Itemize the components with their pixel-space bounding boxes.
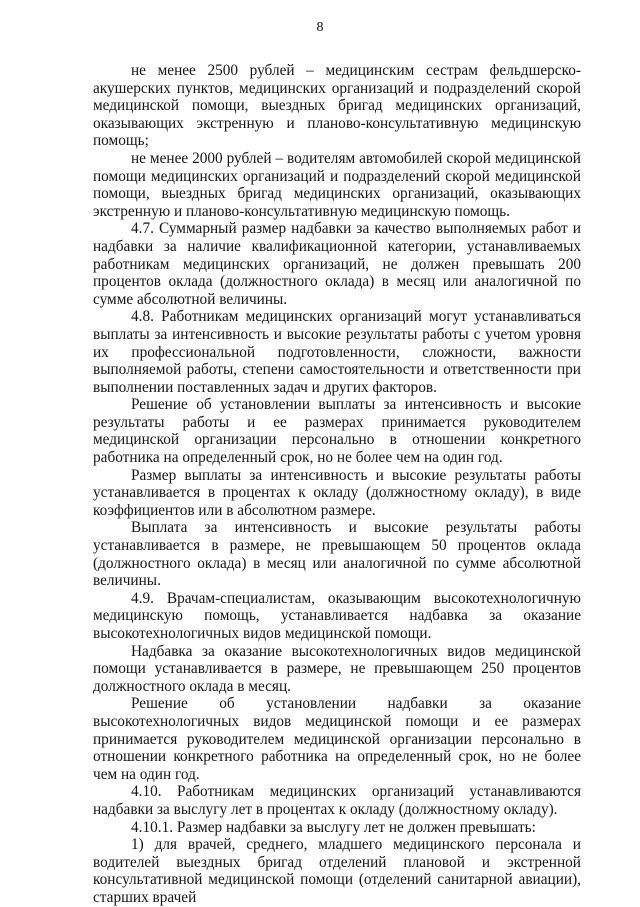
page-number: 8 — [316, 20, 324, 35]
paragraph: не менее 2500 рублей – медицинским сестрам фельдшерско-акушерских пунктов, медицинских организаций и подразделений скорой медицинской помощи, выездных бригад медицинских организаций, оказывающих экстренную и планово-консультативную медицинскую помощь; — [93, 62, 581, 150]
document-body — [93, 62, 581, 907]
paragraph: Размер выплаты за интенсивность и высокие результаты работы устанавливается в процентах к окладу (должностному окладу), в виде коэффициентов или в абсолютном размере. — [93, 466, 581, 519]
paragraph: не менее 2000 рублей – водителям автомобилей скорой медицинской помощи медицинских организаций и подразделений скорой медицинской помощи, выездных бригад медицинских организаций, оказывающих экстренную и планово-консультативную медицинскую помощь. — [93, 149, 581, 220]
paragraph: 4.8. Работникам медицинских организаций могут устанавливаться выплаты за интенсивность и высокие результаты работы с учетом уровня их профессиональной подготовленности, сложности, важности выполняемой работы, степени самостоятельности и ответственности при выполнении поставленных задач и других факторов. — [93, 308, 581, 396]
paragraph: 4.10.1. Размер надбавки за выслугу лет не должен превышать: — [131, 818, 536, 836]
paragraph: 4.9. Врачам-специалистам, оказывающим высокотехнологичную медицинскую помощь, устанавливается надбавка за оказание высокотехнологичных видов медицинской помощи. — [93, 589, 581, 642]
paragraph: 4.7. Суммарный размер надбавки за качество выполняемых работ и надбавки за наличие квалификационной категории, устанавливаемых работникам медицинских организаций, не должен превышать 200 процентов оклада (должностного оклада) в месяц или аналогичной по сумме абсолютной величины. — [93, 220, 581, 308]
paragraph: Решение об установлении надбавки за оказание высокотехнологичных видов медицинской помощи и ее размерах принимается руководителем медицинской организации персонально в отношении конкретного работника на определенный срок, но не более чем на один год. — [93, 695, 581, 783]
paragraph: Решение об установлении выплаты за интенсивность и высокие результаты работы и ее размерах принимается руководителем медицинской организации персонально в отношении конкретного работника на определенный срок, но не более чем на один год. — [93, 396, 581, 467]
paragraph: Выплата за интенсивность и высокие результаты работы устанавливается в размере, не превышающем 50 процентов оклада (должностного оклада) в месяц или аналогичной по сумме абсолютной величины. — [93, 519, 581, 590]
paragraph: 1) для врачей, среднего, младшего медицинского персонала и водителей выездных бригад отделений плановой и экстренной консультативной медицинской помощи (отделений санитарной авиации), старших врачей — [93, 836, 581, 906]
paragraph: 4.10. Работникам медицинских организаций устанавливаются надбавки за выслугу лет в процентах к окладу (должностному окладу). — [93, 783, 581, 818]
paragraph: Надбавка за оказание высокотехнологичных видов медицинской помощи устанавливается в размере, не превышающем 250 процентов должностного оклада в месяц. — [93, 642, 581, 695]
